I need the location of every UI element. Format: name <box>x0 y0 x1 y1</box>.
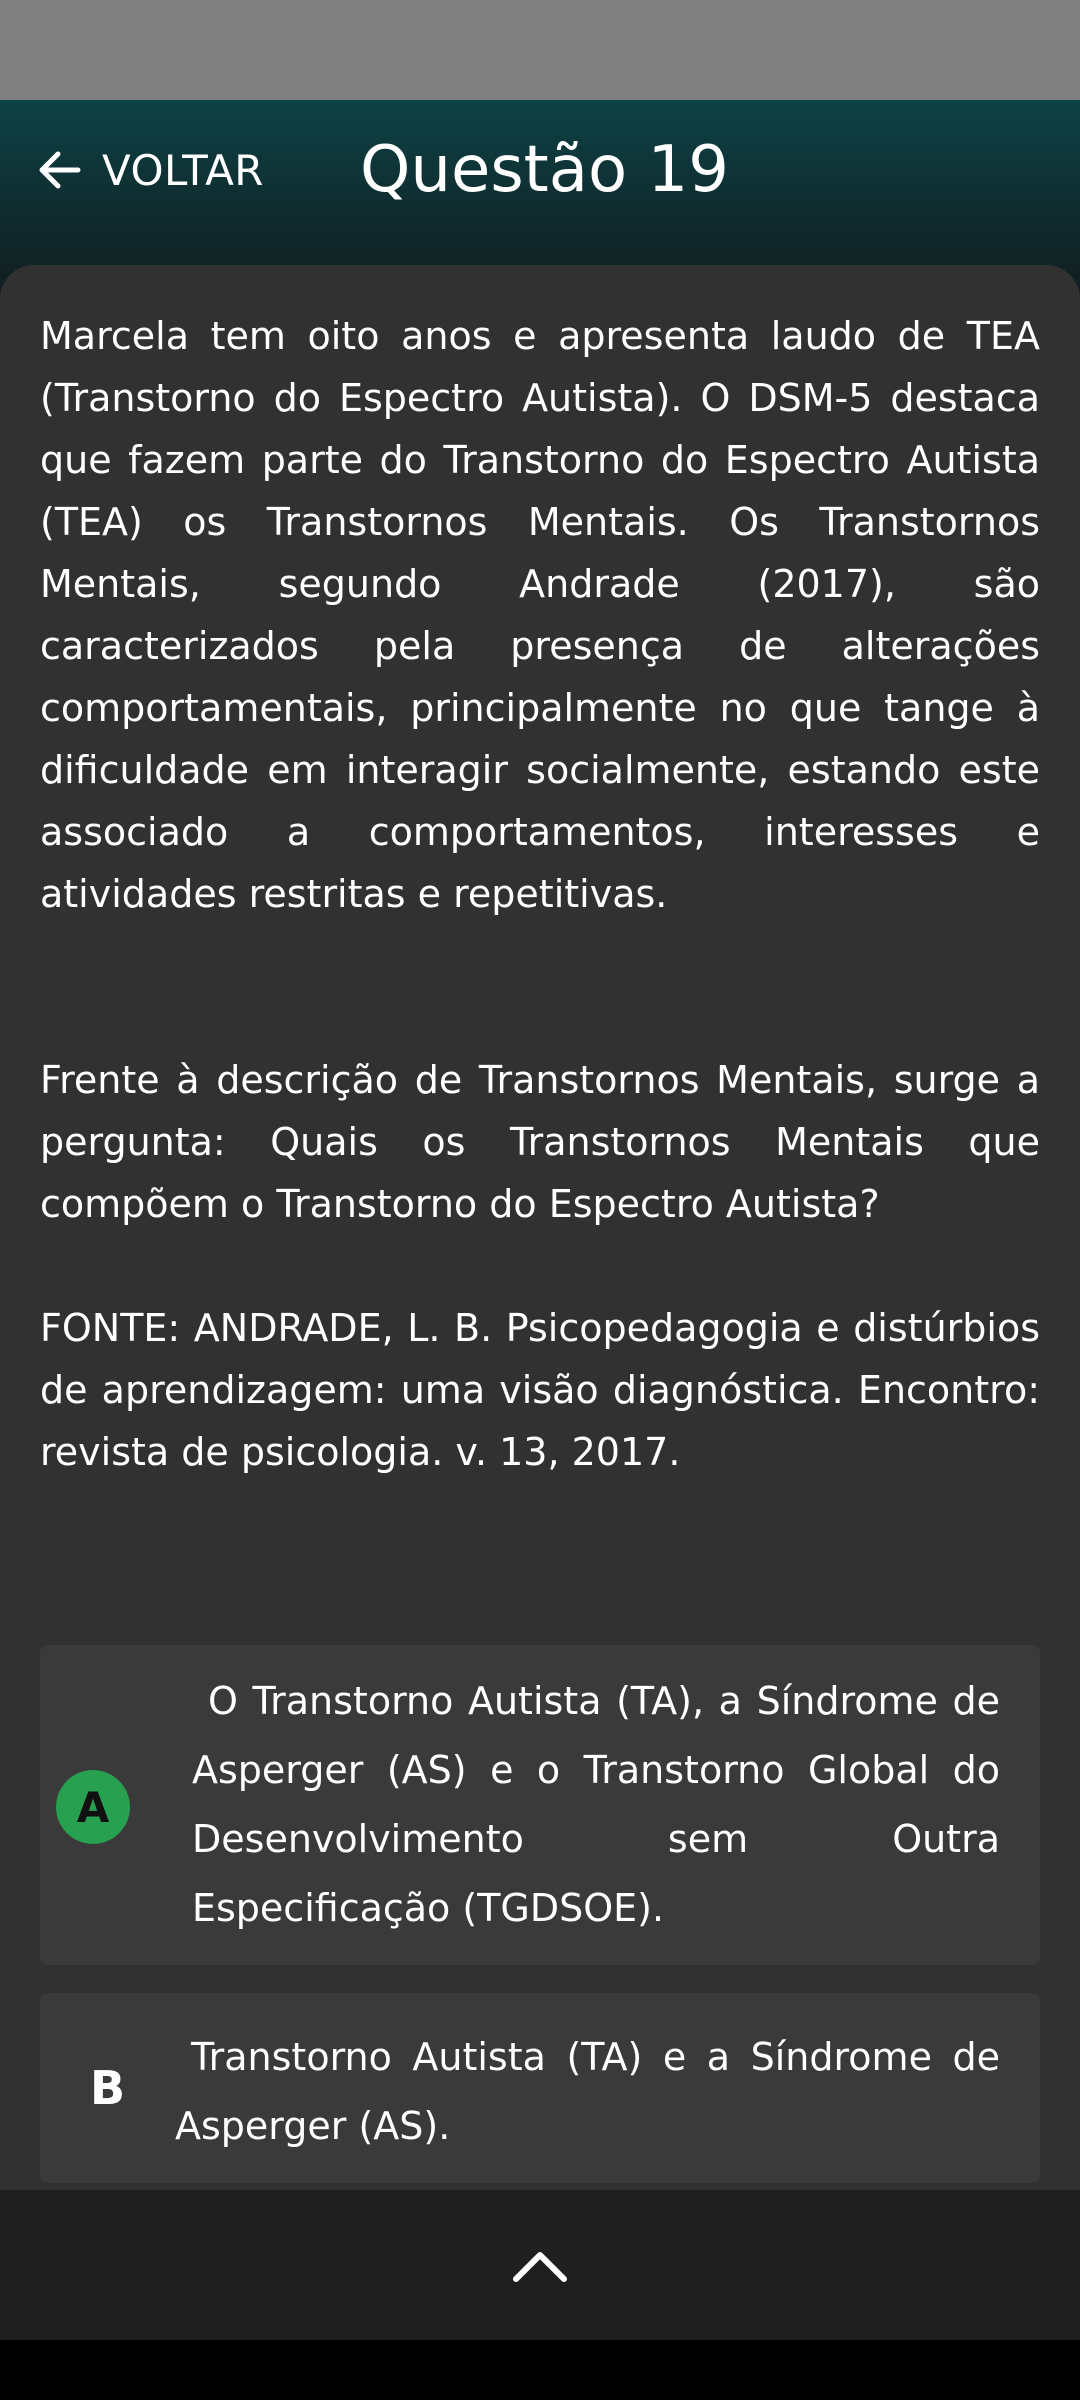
option-letter: B <box>90 2061 126 2115</box>
page-title: Questão 19 <box>360 133 729 207</box>
question-paragraph-prompt: Frente à descrição de Transtornos Mentais, surge a pergunta: Quais os Transtornos Mentais que compõem o Transtorno do Espectro Autista? <box>40 1058 1040 1226</box>
option-letter-badge: A <box>56 1770 130 1844</box>
question-paragraph-context: Marcela tem oito anos e apresenta laudo de TEA (Transtorno do Espectro Autista). O DSM-5 destaca que fazem parte do Transtorno do Espectro Autista (TEA) os Transtornos Mentais. Os Transtornos Mentais, segundo Andrade (2017), são caracterizados pela presença de alterações comportamentais, principalmente no que tange à dificuldade em interagir socialmente, estando este associado a comportamentos, interesses e atividades restritas e repetitivas. <box>40 314 1040 916</box>
expand-bar[interactable] <box>0 2190 1080 2340</box>
option-text: O Transtorno Autista (TA), a Síndrome de Asperger (AS) e o Transtorno Global do Desenvolvimento sem Outra Especificação (TGDSOE). <box>192 1679 1000 1930</box>
system-navigation-bar <box>0 2340 1080 2400</box>
back-label: VOLTAR <box>102 145 264 195</box>
question-card <box>0 265 1080 2190</box>
chevron-up-icon <box>510 2245 570 2285</box>
status-bar <box>0 0 1080 100</box>
answer-option-a[interactable] <box>40 1645 1040 1965</box>
option-text: Transtorno Autista (TA) e a Síndrome de Asperger (AS). <box>175 2035 1000 2148</box>
question-body <box>40 305 1040 1483</box>
back-button[interactable] <box>36 140 264 200</box>
arrow-left-icon <box>36 146 84 194</box>
question-paragraph-source: FONTE: ANDRADE, L. B. Psicopedagogia e distúrbios de aprendizagem: uma visão diagnóstica. Encontro: revista de psicologia. v. 13, 2017. <box>40 1306 1040 1474</box>
answer-option-b[interactable] <box>40 1993 1040 2183</box>
